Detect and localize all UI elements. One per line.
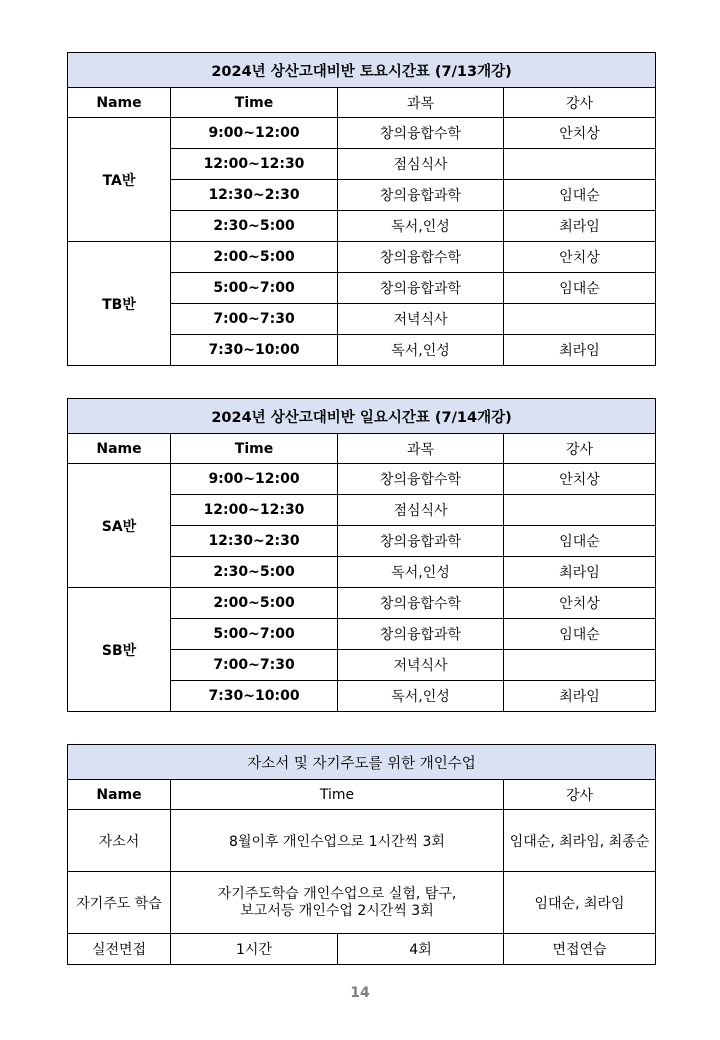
group-name: TB반 — [68, 242, 171, 366]
subject-cell: 창의융합과학 — [338, 273, 504, 304]
header-teacher: 강사 — [504, 780, 656, 810]
table-row — [68, 872, 656, 934]
subject-cell: 독서,인성 — [338, 335, 504, 366]
time-cell: 7:30~10:00 — [171, 681, 338, 712]
header-name: Name — [68, 88, 171, 118]
page-number: 14 — [350, 985, 370, 1001]
subject-cell: 창의융합과학 — [338, 526, 504, 557]
time-cell: 12:00~12:30 — [171, 495, 338, 526]
time-cell: 9:00~12:00 — [171, 118, 338, 149]
subject-cell: 창의융합수학 — [338, 242, 504, 273]
teacher-cell: 안치상 — [504, 118, 656, 149]
subject-cell: 독서,인성 — [338, 211, 504, 242]
time-cell: 2:00~5:00 — [171, 588, 338, 619]
header-subject: 과목 — [338, 434, 504, 464]
subject-cell: 독서,인성 — [338, 681, 504, 712]
time-cell: 12:30~2:30 — [171, 180, 338, 211]
teacher-cell: 안치상 — [504, 242, 656, 273]
saturday-schedule-table — [67, 52, 656, 366]
time-cell: 12:30~2:30 — [171, 526, 338, 557]
time-cell: 2:30~5:00 — [171, 557, 338, 588]
header-subject: 과목 — [338, 88, 504, 118]
time-cell: 7:00~7:30 — [171, 650, 338, 681]
time-cell: 5:00~7:00 — [171, 273, 338, 304]
teacher-cell: 최라임 — [504, 211, 656, 242]
lesson-time-line1: 자기주도학습 개인수업으로 실험, 탐구, — [217, 885, 457, 902]
group-name: SA반 — [68, 464, 171, 588]
lesson-teacher: 임대순, 최라임 — [504, 872, 656, 934]
saturday-title: 2024년 상산고대비반 토요시간표 (7/13개강) — [68, 53, 656, 88]
table-row — [68, 242, 656, 273]
header-name: Name — [68, 434, 171, 464]
subject-cell: 저녁식사 — [338, 650, 504, 681]
subject-cell: 점심식사 — [338, 149, 504, 180]
lesson-name: 자기주도 학습 — [68, 872, 171, 934]
group-name: SB반 — [68, 588, 171, 712]
private-lesson-table — [67, 744, 656, 965]
teacher-cell: 임대순 — [504, 273, 656, 304]
sunday-title: 2024년 상산고대비반 일요시간표 (7/14개강) — [68, 399, 656, 434]
table-row — [68, 934, 656, 965]
subject-cell: 점심식사 — [338, 495, 504, 526]
header-time: Time — [171, 434, 338, 464]
subject-cell: 저녁식사 — [338, 304, 504, 335]
lesson-time — [171, 872, 504, 934]
header-time: Time — [171, 88, 338, 118]
subject-cell: 창의융합과학 — [338, 619, 504, 650]
subject-cell: 창의융합과학 — [338, 180, 504, 211]
subject-cell: 독서,인성 — [338, 557, 504, 588]
lesson-name: 자소서 — [68, 810, 171, 872]
subject-cell: 창의융합수학 — [338, 118, 504, 149]
teacher-cell: 임대순 — [504, 619, 656, 650]
time-cell: 5:00~7:00 — [171, 619, 338, 650]
lesson-name: 실전면접 — [68, 934, 171, 965]
teacher-cell: 임대순 — [504, 180, 656, 211]
teacher-cell: 최라임 — [504, 681, 656, 712]
table-row — [68, 810, 656, 872]
header-name: Name — [68, 780, 171, 810]
private-title: 자소서 및 자기주도를 위한 개인수업 — [68, 745, 656, 780]
header-teacher: 강사 — [504, 434, 656, 464]
teacher-cell — [504, 650, 656, 681]
teacher-cell — [504, 304, 656, 335]
lesson-teacher: 임대순, 최라임, 최종순 — [504, 810, 656, 872]
lesson-time-line2: 보고서등 개인수업 2시간씩 3회 — [240, 902, 434, 919]
time-cell: 12:00~12:30 — [171, 149, 338, 180]
time-cell: 2:30~5:00 — [171, 211, 338, 242]
table-row — [68, 464, 656, 495]
time-cell: 7:00~7:30 — [171, 304, 338, 335]
header-time: Time — [171, 780, 504, 810]
lesson-teacher: 면접연습 — [504, 934, 656, 965]
time-cell: 9:00~12:00 — [171, 464, 338, 495]
teacher-cell: 안치상 — [504, 464, 656, 495]
sunday-schedule-table — [67, 398, 656, 712]
time-cell: 2:00~5:00 — [171, 242, 338, 273]
teacher-cell: 최라임 — [504, 557, 656, 588]
group-name: TA반 — [68, 118, 171, 242]
teacher-cell: 최라임 — [504, 335, 656, 366]
teacher-cell: 안치상 — [504, 588, 656, 619]
lesson-duration: 1시간 — [171, 934, 338, 965]
lesson-time: 8월이후 개인수업으로 1시간씩 3회 — [171, 810, 504, 872]
teacher-cell — [504, 495, 656, 526]
header-teacher: 강사 — [504, 88, 656, 118]
teacher-cell: 임대순 — [504, 526, 656, 557]
table-row — [68, 588, 656, 619]
lesson-count: 4회 — [338, 934, 504, 965]
time-cell: 7:30~10:00 — [171, 335, 338, 366]
subject-cell: 창의융합수학 — [338, 464, 504, 495]
teacher-cell — [504, 149, 656, 180]
table-row — [68, 118, 656, 149]
subject-cell: 창의융합수학 — [338, 588, 504, 619]
